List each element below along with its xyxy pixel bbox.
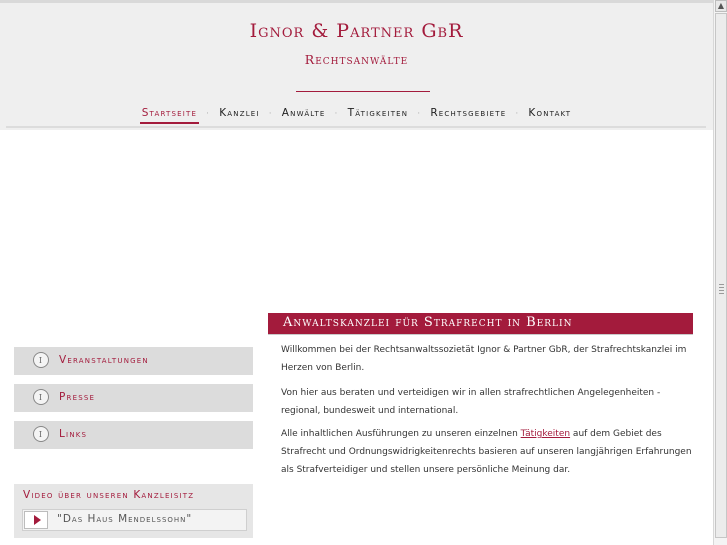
sidebar-button-label: Links	[59, 428, 88, 440]
main-nav	[0, 107, 713, 124]
nav-item-startseite[interactable]: Startseite	[140, 107, 199, 124]
nav-divider	[6, 126, 706, 128]
nav-item-taetigkeiten[interactable]: Tätigkeiten	[347, 107, 409, 119]
sidebar-button-links[interactable]	[14, 421, 253, 449]
info-icon: i	[33, 352, 49, 368]
info-icon: i	[33, 426, 49, 442]
site-brand[interactable]: Ignor & Partner GbR	[249, 20, 464, 42]
video-teaser	[14, 484, 253, 538]
disclaimer-paragraph	[281, 425, 693, 479]
sidebar-button-label: Presse	[59, 391, 96, 403]
header-top-line	[0, 0, 713, 3]
info-icon: i	[33, 389, 49, 405]
grip-line	[719, 293, 724, 294]
intro-paragraph: Willkommen bei der Rechtsanwaltssozietät Ignor & Partner GbR, der Strafrechtskanzlei im Herzen von Berlin.	[281, 345, 687, 373]
nav-item-rechtsgebiete[interactable]: Rechtsgebiete	[430, 107, 507, 119]
site-header	[0, 0, 713, 130]
vertical-scrollbar[interactable]	[713, 0, 727, 545]
sidebar-button-label: Veranstaltungen	[59, 354, 149, 366]
scroll-up-arrow-icon[interactable]: ▲	[715, 0, 727, 12]
grip-line	[719, 290, 724, 291]
brand-divider	[296, 91, 430, 92]
site-subtitle: Rechtsanwälte	[304, 52, 409, 67]
play-icon[interactable]	[24, 511, 48, 529]
nav-item-kontakt[interactable]: Kontakt	[528, 107, 572, 119]
services-paragraph: Von hier aus beraten und verteidigen wir in allen strafrechtlichen Angelegenheiten - regional, bundesweit und international.	[281, 388, 661, 416]
taetigkeiten-link[interactable]: Tätigkeiten	[520, 429, 571, 439]
video-link-label[interactable]: "Das Haus Mendelssohn"	[57, 513, 193, 525]
video-title: Video über unseren Kanzleisitz	[23, 489, 195, 501]
video-link[interactable]	[22, 509, 247, 531]
nav-separator: ·	[268, 109, 273, 119]
disclaimer-text-before: Alle inhaltlichen Ausführungen zu unseren einzelnen	[281, 429, 521, 439]
content-heading-underline	[268, 334, 693, 335]
grip-line	[719, 284, 724, 285]
nav-item-anwaelte[interactable]: Anwälte	[281, 107, 326, 119]
content-heading: Anwaltskanzlei für Strafrecht in Berlin	[268, 313, 693, 334]
nav-separator: ·	[417, 109, 422, 119]
sidebar-button-presse[interactable]	[14, 384, 253, 412]
sidebar-button-veranstaltungen[interactable]	[14, 347, 253, 375]
nav-separator: ·	[334, 109, 339, 119]
nav-item-kanzlei[interactable]: Kanzlei	[219, 107, 260, 119]
scroll-thumb[interactable]	[715, 13, 727, 538]
grip-line	[719, 287, 724, 288]
nav-separator: ·	[206, 109, 211, 119]
nav-separator: ·	[515, 109, 520, 119]
disclaimer-text-after: auf dem Gebiet des Strafrecht und Ordnungswidrigkeitenrechts basieren auf unseren langjährigen Erfahrungen als Strafverteidiger und stellen unsere persönliche Meinung dar.	[281, 429, 692, 475]
